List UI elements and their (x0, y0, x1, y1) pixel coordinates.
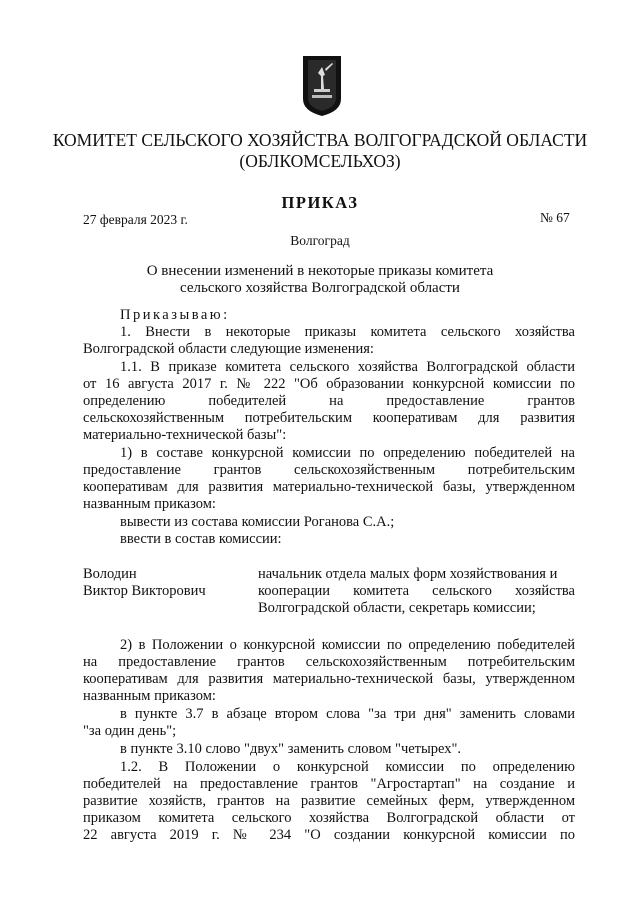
paragraph-line: предоставление грантов сельскохозяйственным потребительским (83, 462, 575, 478)
subject-line: О внесении изменений в некоторые приказы комитета (146, 263, 494, 279)
paragraph-line: "за один день"; (83, 723, 177, 739)
organization-abbreviation: (ОБЛКОМСЕЛЬХОЗ) (239, 151, 401, 171)
document-number: № 67 (540, 210, 570, 225)
paragraph-line: на предоставление грантов сельскохозяйственным потребительским (83, 654, 575, 670)
member-position: Волгоградской области, секретарь комиссии; (258, 600, 536, 616)
paragraph-line: 22 августа 2019 г. № 234 "О создании конкурсной комиссии по (83, 827, 575, 843)
paragraph-line: сельскохозяйственным потребительским кооперативам для развития (83, 410, 575, 426)
paragraph-line: кооперативам для развития материально-технической базы, утвержденном (83, 671, 575, 687)
paragraph-line: в пункте 3.10 слово "двух" заменить словом "четырех". (120, 741, 462, 757)
paragraph-line: 1) в составе конкурсной комиссии по определению победителей на (120, 445, 575, 461)
subject-line: сельского хозяйства Волгоградской области (180, 280, 460, 296)
document-date: 27 февраля 2023 г. (83, 212, 188, 227)
paragraph-line: 1.1. В приказе комитета сельского хозяйства Волгоградской области (120, 359, 575, 375)
paragraph-line: ввести в состав комиссии: (120, 531, 282, 547)
member-name: Виктор Викторович (83, 583, 206, 599)
paragraph-line: определению победителей на предоставление грантов (83, 393, 575, 409)
paragraph-line: материально-технической базы": (83, 427, 287, 443)
paragraph-line: 1. Внести в некоторые приказы комитета сельского хозяйства (120, 324, 575, 340)
paragraph-line: приказом комитета сельского хозяйства Волгоградской области от (83, 810, 575, 826)
paragraph-line: 1.2. В Положении о конкурсной комиссии по определению (120, 759, 575, 775)
paragraph-line: в пункте 3.7 в абзаце втором слова "за три дня" заменить словами (120, 706, 575, 722)
coat-of-arms-emblem (302, 55, 342, 117)
paragraph-line: вывести из состава комиссии Роганова С.А.; (120, 514, 395, 530)
paragraph-line: кооперативам для развития материально-технической базы, утвержденном (83, 479, 575, 495)
paragraph-line: развитие хозяйств, грантов на развитие семейных ферм, утвержденном (83, 793, 575, 809)
member-position: кооперации комитета сельского хозяйства (258, 583, 575, 599)
member-surname: Володин (83, 566, 137, 582)
paragraph-line: названным приказом: (83, 688, 216, 704)
paragraph-line: 2) в Положении о конкурсной комиссии по определению победителей (120, 637, 575, 653)
document-type-title: ПРИКАЗ (281, 193, 359, 212)
paragraph-line: Волгоградской области следующие изменения: (83, 341, 374, 357)
document-city: Волгоград (290, 233, 350, 248)
paragraph-line: победителей на предоставление грантов "Агростартап" на создание и (83, 776, 575, 792)
paragraph-line: названным приказом: (83, 496, 216, 512)
order-word: Приказываю: (120, 307, 230, 323)
organization-name: КОМИТЕТ СЕЛЬСКОГО ХОЗЯЙСТВА ВОЛГОГРАДСКОЙ ОБЛАСТИ (52, 130, 588, 150)
member-position: начальник отдела малых форм хозяйствования и (258, 566, 558, 582)
paragraph-line: от 16 августа 2017 г. № 222 "Об образовании конкурсной комиссии по (83, 376, 575, 392)
